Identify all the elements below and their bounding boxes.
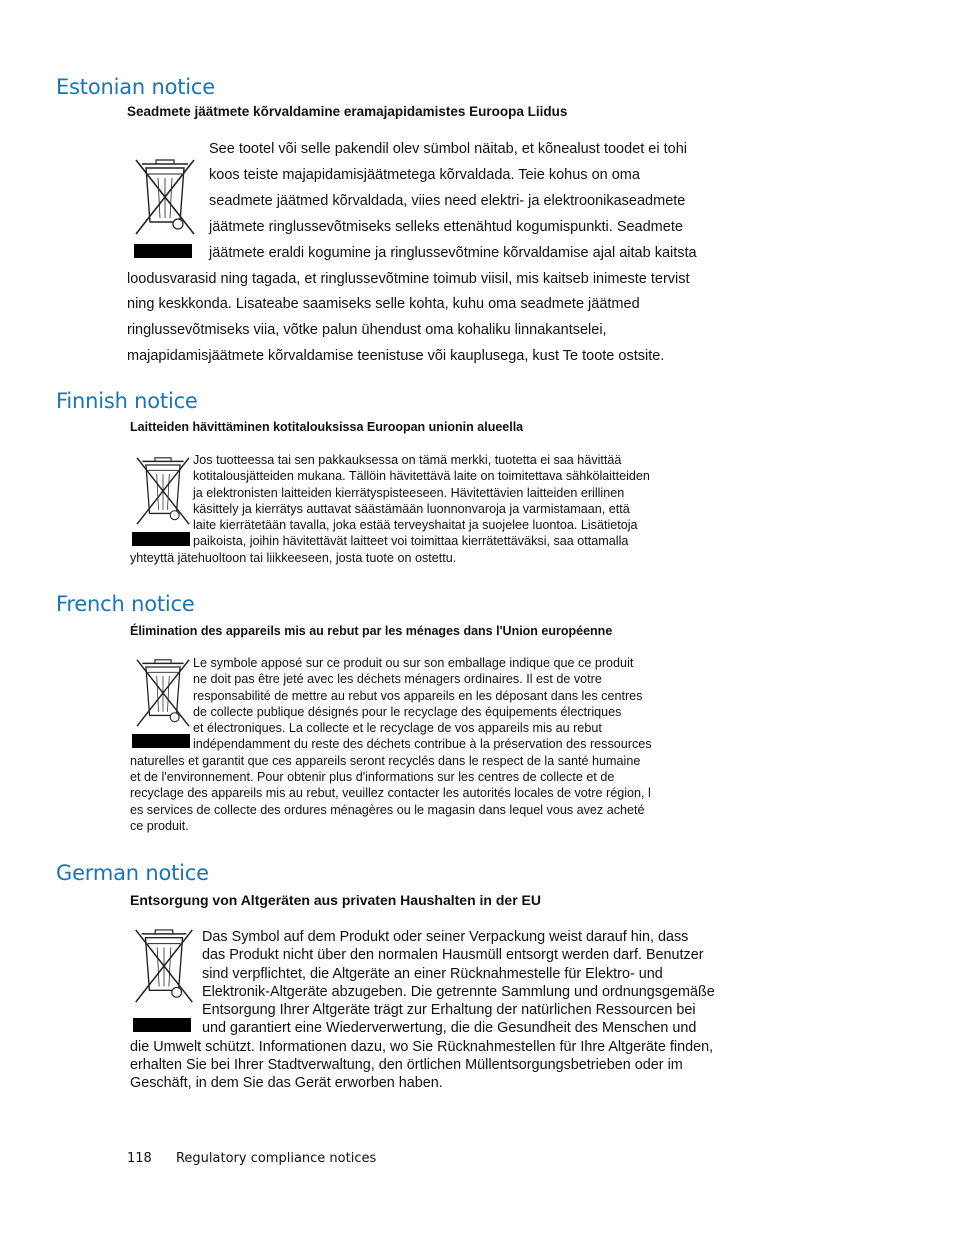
text-line: loodusvarasid ning tagada, et ringlussevõtmine toimub viisil, mis kaitseb inimeste tervist <box>127 270 690 287</box>
text-line: paikoista, joihin hävitettävät laitteet voi toimittaa kierrätettäväksi, saa ottamalla <box>193 534 629 549</box>
text-line: kotitalousjätteiden mukana. Tällöin hävitettävä laite on toimitettava sähkölaitteiden <box>193 469 650 484</box>
text-line: indépendamment du reste des déchets contribue à la préservation des ressources <box>193 737 652 752</box>
text-line: es services de collecte des ordures ménagères ou le magasin dans lequel vous avez acheté <box>130 802 645 817</box>
text-line: de collecte publique désignés pour le recyclage des équipements électriques <box>193 704 622 719</box>
text-line: et électroniques. La collecte et le recyclage de vos appareils mis au rebut <box>193 721 602 736</box>
text-line: Geschäft, in dem Sie das Gerät erworben haben. <box>130 1075 443 1092</box>
text-line: koos teiste majapidamisjäätmetega kõrvaldada. Teie kohus on oma <box>209 166 640 183</box>
text-line: et de l'environnement. Pour obtenir plus d'informations sur les centres de collecte et de <box>130 770 615 785</box>
french-subheading: Élimination des appareils mis au rebut par les ménages dans l'Union européenne <box>130 624 613 638</box>
finnish-body <box>130 452 650 566</box>
text-line: naturelles et garantit que ces appareils seront recyclés dans le respect de la santé humaine <box>130 753 641 768</box>
text-line: See tootel või selle pakendil olev sümbol näitab, et kõnealust toodet ei tohi <box>209 141 688 157</box>
text-line: laite kierrätetään tavalla, joka estää terveyshaitat ja suojelee luontoa. Lisätietoja <box>193 518 638 533</box>
finnish-subheading: Laitteiden hävittäminen kotitalouksissa Euroopan unionin alueella <box>130 420 524 434</box>
text-line: ja elektronisten laitteiden kierrätyspisteeseen. Hävitettävien laitteiden erillinen <box>193 485 625 500</box>
text-line: ne doit pas être jeté avec les déchets ménagers ordinaires. Il est de votre <box>193 672 602 687</box>
text-line: ning keskkonda. Lisateabe saamiseks selle kohta, kuhu oma seadmete jäätmed <box>127 296 640 313</box>
text-line: Das Symbol auf dem Produkt oder seiner Verpackung weist darauf hin, dass <box>202 929 689 945</box>
text-line: Elektronik-Altgeräte abzugeben. Die getrennte Sammlung und ordnungsgemäße <box>202 983 715 1000</box>
text-line: Entsorgung Ihrer Altgeräte trägt zur Erhaltung der natürlichen Ressourcen bei <box>202 1002 696 1019</box>
text-line: recyclage des appareils mis au rebut, veuillez contacter les autorités locales de votre région, l <box>130 786 651 801</box>
page-number: 118 <box>127 1151 152 1166</box>
page-footer <box>127 1151 376 1166</box>
text-line: sind verpflichtet, die Altgeräte an einer Rücknahmestelle für Elektro- und <box>202 965 663 982</box>
text-line: käsittely ja kierrätys auttavat säästämään luonnonvaroja ja varmistamaan, että <box>193 501 630 516</box>
french-heading: French notice <box>56 592 195 616</box>
estonian-body <box>127 137 697 370</box>
text-line: und garantiert eine Wiederverwertung, die die Gesundheit des Menschen und <box>202 1020 697 1037</box>
text-line: jäätmete ringlussevõtmiseks selleks ettenähtud kogumispunkti. Seadmete <box>209 218 683 235</box>
text-line: ringlussevõtmiseks viia, võtke palun ühendust oma kohaliku linnakantselei, <box>127 322 607 339</box>
text-line: yhteyttä jätehuoltoon tai liikkeeseen, josta tuote on ostettu. <box>130 550 457 565</box>
estonian-heading: Estonian notice <box>56 75 215 99</box>
text-line: ce produit. <box>130 818 189 833</box>
german-body <box>130 928 715 1093</box>
text-line: majapidamisjäätmete kõrvaldamise teenistuse või kauplusega, kust Te toote ostsite. <box>127 348 665 365</box>
estonian-subheading: Seadmete jäätmete kõrvaldamine eramajapidamistes Euroopa Liidus <box>127 104 568 119</box>
german-subheading: Entsorgung von Altgeräten aus privaten Haushalten in der EU <box>130 892 541 908</box>
text-line: erhalten Sie bei Ihrer Stadtverwaltung, den örtlichen Müllentsorgungsbetrieben oder im <box>130 1057 683 1074</box>
text-line: seadmete jäätmed kõrvaldada, viies need elektri- ja elektroonikaseadmete <box>209 192 686 209</box>
text-line: jäätmete eraldi kogumine ja ringlussevõtmine kõrvaldamise ajal aitab kaitsta <box>209 244 697 261</box>
text-line: die Umwelt schützt. Informationen dazu, wo Sie Rücknahmestellen für Ihre Altgeräte finden, <box>130 1038 714 1055</box>
text-line: responsabilité de mettre au rebut vos appareils en les déposant dans les centres <box>193 688 643 703</box>
french-body <box>130 655 652 834</box>
text-line: das Produkt nicht über den normalen Hausmüll entsorgt werden darf. Benutzer <box>202 947 704 964</box>
text-line: Le symbole apposé sur ce produit ou sur son emballage indique que ce produit <box>193 656 634 670</box>
finnish-heading: Finnish notice <box>56 389 198 413</box>
footer-section-title: Regulatory compliance notices <box>175 1151 377 1166</box>
german-heading: German notice <box>56 861 209 885</box>
text-line: Jos tuotteessa tai sen pakkauksessa on tämä merkki, tuotetta ei saa hävittää <box>193 453 622 467</box>
